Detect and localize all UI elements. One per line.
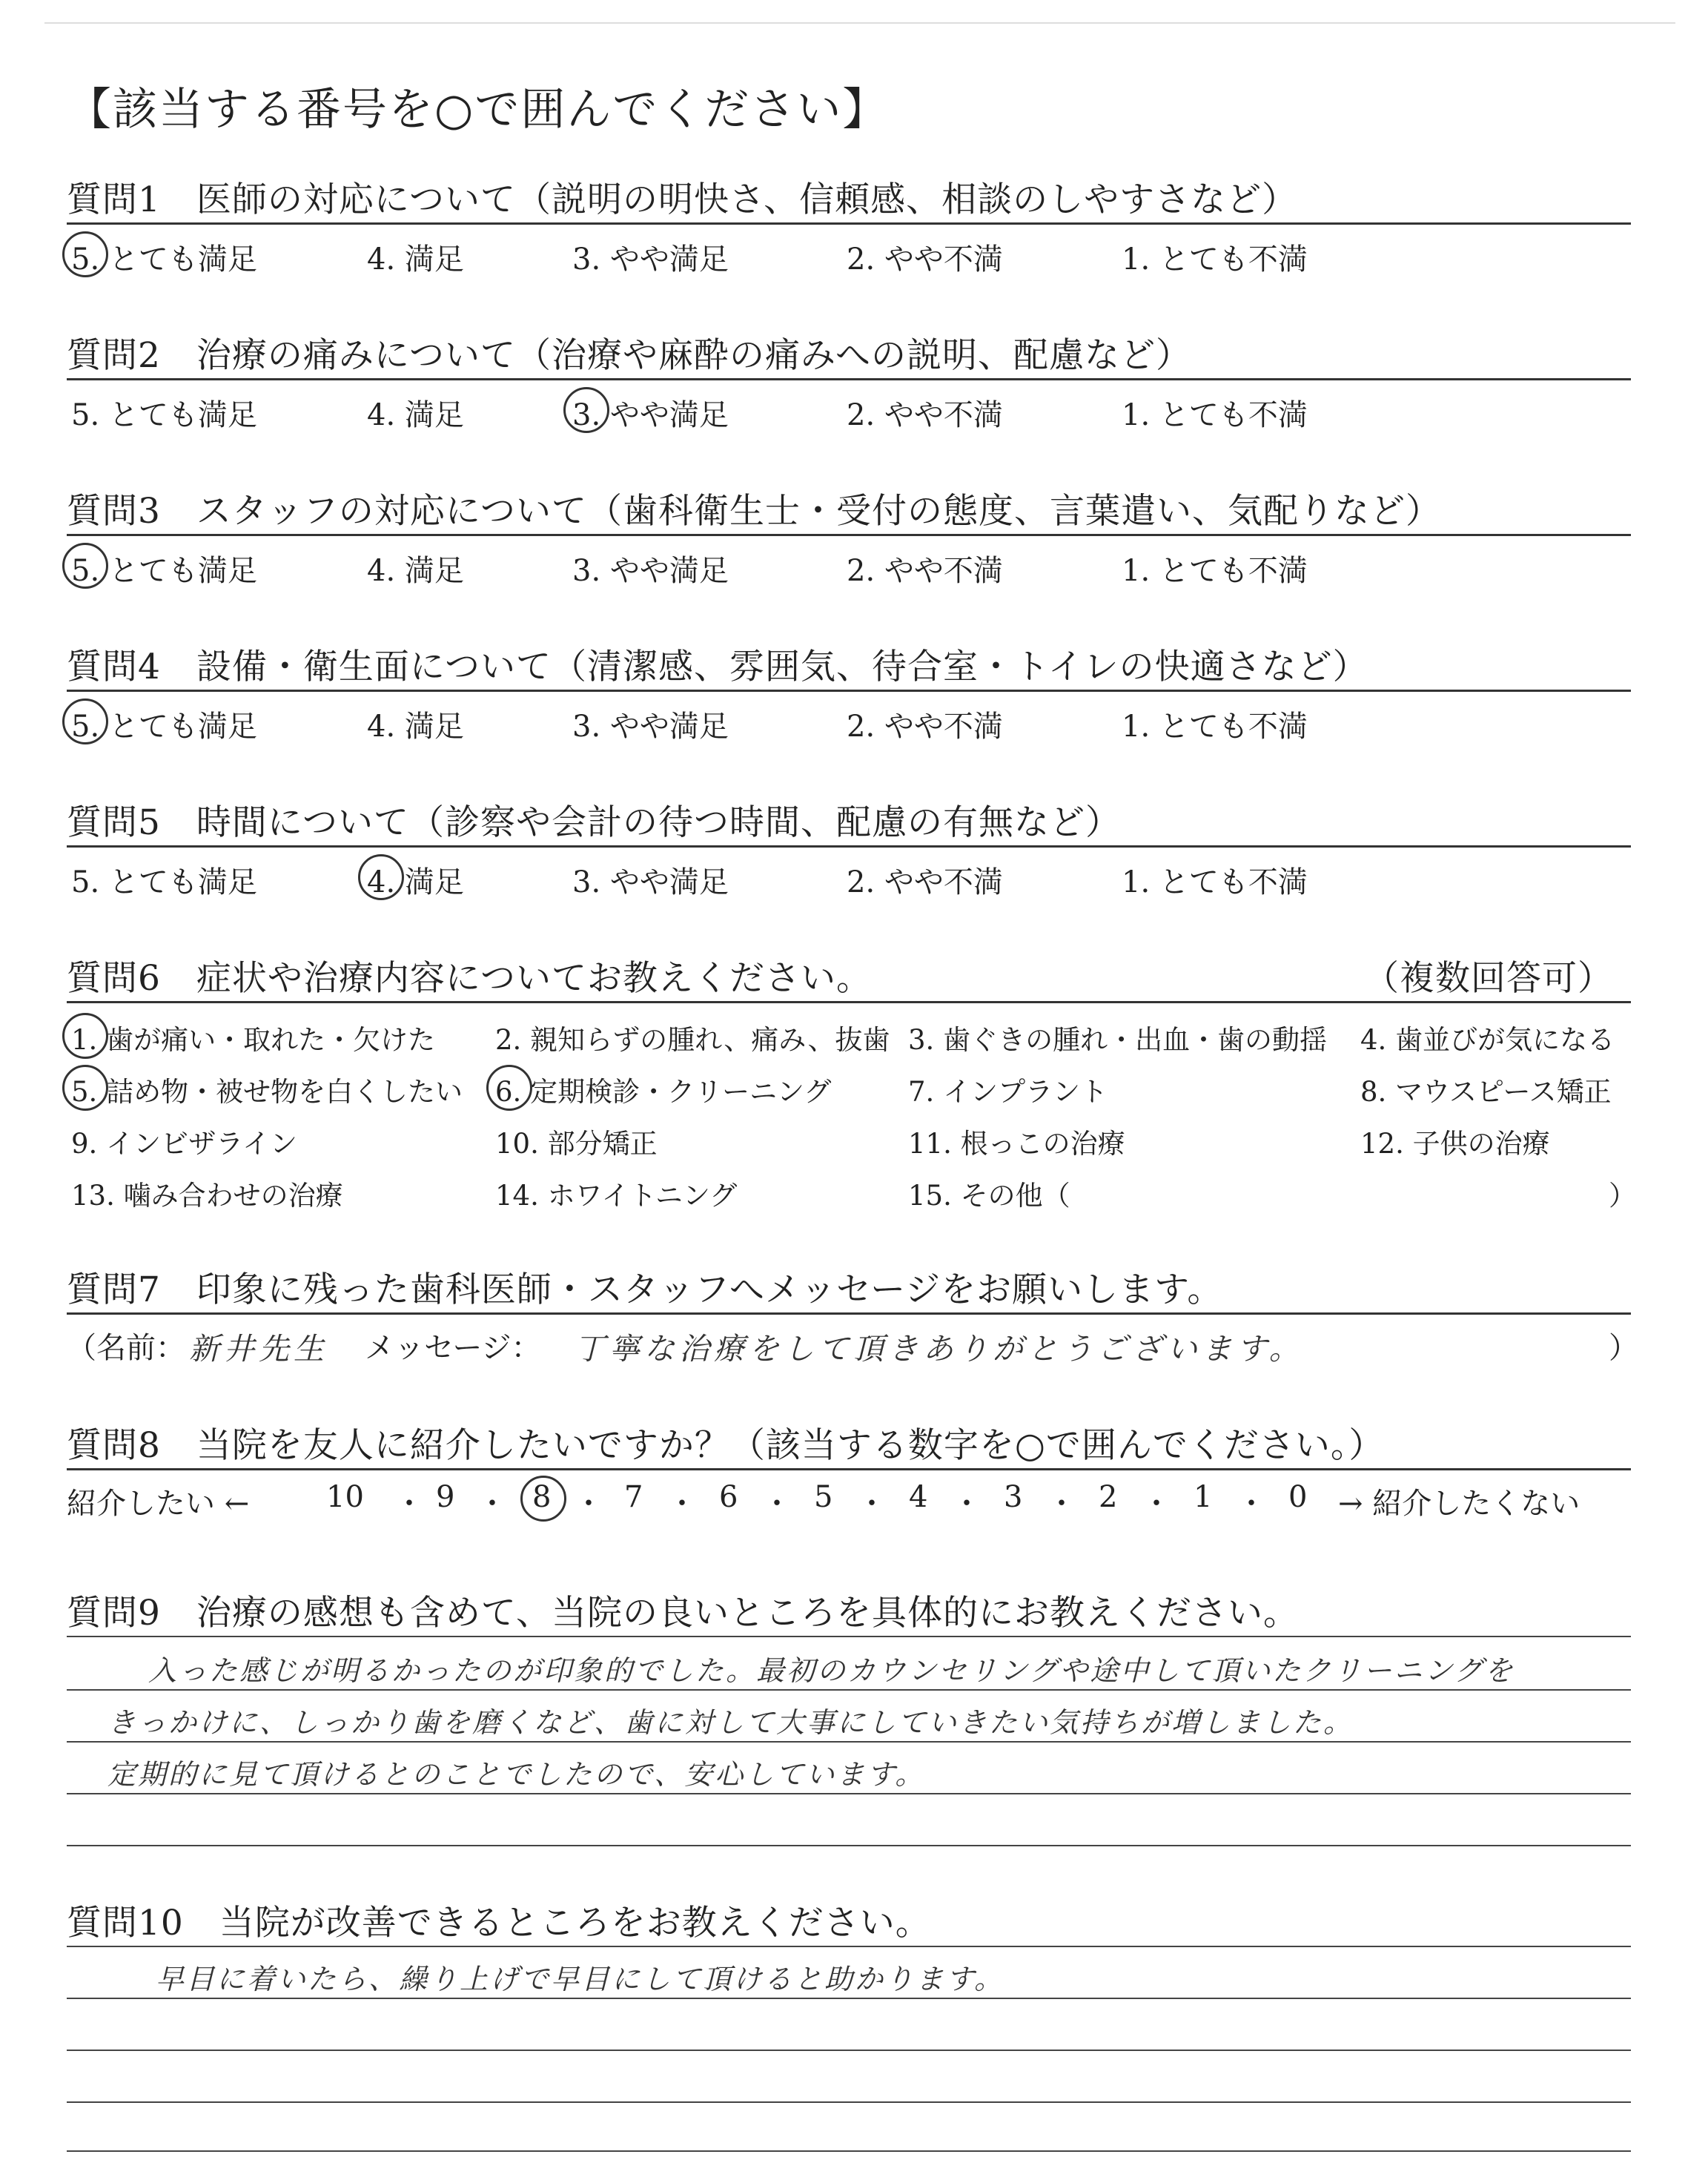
q1-option-3[interactable]: 3. やや満足 bbox=[572, 242, 729, 277]
q5-rule bbox=[67, 845, 1631, 848]
q2-option-3[interactable]: 3. やや満足 bbox=[572, 392, 729, 434]
q7-rule bbox=[67, 1312, 1631, 1315]
q6-rule bbox=[67, 1001, 1631, 1003]
q6-option-5[interactable]: 5. 詰め物・被せ物を白くしたい bbox=[71, 1069, 463, 1109]
q6-multiple-note: （複数回答可） bbox=[1364, 958, 1613, 999]
q1-selection-circle bbox=[62, 231, 108, 277]
q8-separator-dot: ・ bbox=[477, 1487, 507, 1521]
q6-option-15[interactable]: 15. その他（ bbox=[908, 1180, 1070, 1212]
q7-close-paren: ） bbox=[1609, 1331, 1638, 1365]
q8-scale-10[interactable]: 10 bbox=[326, 1480, 364, 1514]
q7-message-field[interactable]: 丁寧な治療をして頂きありがとうございます。 bbox=[575, 1331, 1304, 1367]
q2-selection-circle bbox=[563, 387, 609, 433]
q6-option-4[interactable]: 4. 歯並びが気になる bbox=[1360, 1024, 1615, 1056]
q8-scale-8[interactable]: 8 bbox=[532, 1480, 551, 1514]
q8-scale-3[interactable]: 3 bbox=[1004, 1480, 1023, 1514]
q9-line bbox=[67, 1793, 1631, 1794]
q8-separator-dot: ・ bbox=[1047, 1487, 1076, 1521]
q7-name-label: （名前： bbox=[67, 1331, 185, 1365]
q6-option-3[interactable]: 3. 歯ぐきの腫れ・出血・歯の動揺 bbox=[908, 1024, 1328, 1056]
q9-answer-line-1[interactable]: 入った感じが明るかったのが印象的でした。最初のカウンセリングや途中して頂いたクリーニングを bbox=[148, 1654, 1515, 1687]
q8-separator-dot: ・ bbox=[394, 1487, 424, 1521]
q2-option-1[interactable]: 1. とても不満 bbox=[1122, 398, 1308, 432]
q3-option-3[interactable]: 3. やや満足 bbox=[572, 554, 729, 588]
q6-option-13[interactable]: 13. 噛み合わせの治療 bbox=[71, 1180, 343, 1212]
q4-option-4[interactable]: 4. 満足 bbox=[367, 710, 464, 744]
q8-separator-dot: ・ bbox=[952, 1487, 982, 1521]
q6-selection-circle-1 bbox=[62, 1013, 108, 1059]
q3-option-2[interactable]: 2. やや不満 bbox=[847, 554, 1003, 588]
q2-title: 質問2 治療の痛みについて（治療や麻酔の痛みへの説明、配慮など） bbox=[67, 335, 1192, 376]
q3-option-5[interactable]: 5. とても満足 bbox=[71, 547, 257, 589]
q1-option-4[interactable]: 4. 満足 bbox=[367, 242, 464, 277]
q8-separator-dot: ・ bbox=[1237, 1487, 1266, 1521]
q10-line bbox=[67, 1998, 1631, 1999]
q3-title: 質問3 スタッフの対応について（歯科衛生士・受付の態度、言葉遣い、気配りなど） bbox=[67, 491, 1441, 532]
q8-separator-dot: ・ bbox=[574, 1487, 603, 1521]
q5-option-3[interactable]: 3. やや満足 bbox=[572, 865, 729, 899]
q8-scale-1[interactable]: 1 bbox=[1194, 1480, 1213, 1514]
q6-option-11[interactable]: 11. 根っこの治療 bbox=[908, 1128, 1125, 1160]
q8-separator-dot: ・ bbox=[667, 1487, 697, 1521]
q9-answer-line-3[interactable]: 定期的に見て頂けるとのことでしたので、安心しています。 bbox=[107, 1758, 926, 1791]
q1-title: 質問1 医師の対応について（説明の明快さ、信頼感、相談のしやすさなど） bbox=[67, 179, 1298, 220]
q6-option-10[interactable]: 10. 部分矯正 bbox=[495, 1128, 658, 1160]
q5-option-1[interactable]: 1. とても不満 bbox=[1122, 865, 1308, 899]
q10-line bbox=[67, 1946, 1631, 1947]
q5-selection-circle bbox=[358, 854, 404, 900]
q4-option-3[interactable]: 3. やや満足 bbox=[572, 710, 729, 744]
q4-selection-circle bbox=[62, 698, 108, 744]
q6-option-2[interactable]: 2. 親知らずの腫れ、痛み、抜歯 bbox=[495, 1024, 890, 1056]
q3-option-1[interactable]: 1. とても不満 bbox=[1122, 554, 1308, 588]
q6-option-12[interactable]: 12. 子供の治療 bbox=[1360, 1128, 1550, 1160]
q3-rule bbox=[67, 534, 1631, 536]
q4-rule bbox=[67, 690, 1631, 692]
q8-scale-2[interactable]: 2 bbox=[1099, 1480, 1118, 1514]
q8-title: 質問8 当院を友人に紹介したいですか？（該当する数字を○で囲んでください。） bbox=[67, 1425, 1385, 1466]
q9-line bbox=[67, 1636, 1631, 1637]
q6-option-8[interactable]: 8. マウスピース矯正 bbox=[1360, 1076, 1612, 1108]
q6-option-6[interactable]: 6. 定期検診・クリーニング bbox=[495, 1069, 831, 1109]
q10-title: 質問10 当院が改善できるところをお教えください。 bbox=[67, 1903, 931, 1943]
q7-message-label: メッセージ： bbox=[365, 1331, 541, 1365]
q9-line bbox=[67, 1689, 1631, 1691]
q5-title: 質問5 時間について（診察や会計の待つ時間、配慮の有無など） bbox=[67, 802, 1121, 843]
q5-option-5[interactable]: 5. とても満足 bbox=[71, 865, 257, 899]
q6-option-7[interactable]: 7. インプラント bbox=[908, 1076, 1108, 1108]
q7-name-field[interactable]: 新井先生 bbox=[189, 1331, 328, 1367]
q8-scale-6[interactable]: 6 bbox=[719, 1480, 738, 1514]
q8-right-label: → 紹介したくない bbox=[1338, 1487, 1580, 1521]
q8-scale-0[interactable]: 0 bbox=[1288, 1480, 1308, 1514]
q4-title: 質問4 設備・衛生面について（清潔感、雰囲気、待合室・トイレの快適さなど） bbox=[67, 647, 1368, 687]
q2-option-2[interactable]: 2. やや不満 bbox=[847, 398, 1003, 432]
q8-separator-dot: ・ bbox=[857, 1487, 887, 1521]
q4-option-2[interactable]: 2. やや不満 bbox=[847, 710, 1003, 744]
q8-separator-dot: ・ bbox=[762, 1487, 792, 1521]
q5-option-4[interactable]: 4. 満足 bbox=[367, 859, 464, 901]
q3-selection-circle bbox=[62, 543, 108, 589]
page-title: 【該当する番号を○で囲んでください】 bbox=[67, 84, 889, 136]
q4-option-5[interactable]: 5. とても満足 bbox=[71, 703, 257, 745]
q1-option-2[interactable]: 2. やや不満 bbox=[847, 242, 1003, 277]
q5-option-2[interactable]: 2. やや不満 bbox=[847, 865, 1003, 899]
scan-edge-line bbox=[44, 22, 1675, 24]
q8-left-label: 紹介したい ← bbox=[67, 1487, 250, 1521]
q2-option-5[interactable]: 5. とても満足 bbox=[71, 398, 257, 432]
q8-scale-9[interactable]: 9 bbox=[436, 1480, 455, 1514]
q10-line bbox=[67, 2050, 1631, 2051]
q9-line bbox=[67, 1741, 1631, 1743]
q6-option-14[interactable]: 14. ホワイトニング bbox=[495, 1180, 738, 1212]
q6-selection-circle-5 bbox=[62, 1065, 108, 1111]
q6-title: 質問6 症状や治療内容についてお教えください。 bbox=[67, 958, 872, 999]
q9-line bbox=[67, 1845, 1631, 1846]
q4-option-1[interactable]: 1. とても不満 bbox=[1122, 710, 1308, 744]
q10-line bbox=[67, 2150, 1631, 2152]
q10-answer-line-1[interactable]: 早目に着いたら、繰り上げで早目にして頂けると助かります。 bbox=[156, 1963, 1004, 1995]
q6-selection-circle-6 bbox=[486, 1065, 532, 1111]
q2-rule bbox=[67, 378, 1631, 380]
q9-answer-line-2[interactable]: きっかけに、しっかり歯を磨くなど、歯に対して大事にしていきたい気持ちが増しました。 bbox=[107, 1706, 1354, 1739]
q8-scale-7[interactable]: 7 bbox=[624, 1480, 643, 1514]
q8-separator-dot: ・ bbox=[1142, 1487, 1171, 1521]
q8-scale-5[interactable]: 5 bbox=[814, 1480, 833, 1514]
q8-scale-4[interactable]: 4 bbox=[909, 1480, 928, 1514]
q1-option-5[interactable]: 5. とても満足 bbox=[71, 236, 257, 278]
q1-rule bbox=[67, 222, 1631, 225]
q8-selection-circle bbox=[520, 1476, 566, 1522]
q1-option-1[interactable]: 1. とても不満 bbox=[1122, 242, 1308, 277]
q3-option-4[interactable]: 4. 満足 bbox=[367, 554, 464, 588]
q6-option-9[interactable]: 9. インビザライン bbox=[71, 1128, 297, 1160]
q6-other-close-paren: ） bbox=[1609, 1180, 1636, 1212]
q6-option-1[interactable]: 1. 歯が痛い・取れた・欠けた bbox=[71, 1017, 435, 1057]
q9-title: 質問9 治療の感想も含めて、当院の良いところを具体的にお教えください。 bbox=[67, 1593, 1299, 1634]
q7-title: 質問7 印象に残った歯科医師・スタッフへメッセージをお願いします。 bbox=[67, 1269, 1223, 1310]
q2-option-4[interactable]: 4. 満足 bbox=[367, 398, 464, 432]
q10-line bbox=[67, 2101, 1631, 2103]
q8-rule bbox=[67, 1468, 1631, 1470]
